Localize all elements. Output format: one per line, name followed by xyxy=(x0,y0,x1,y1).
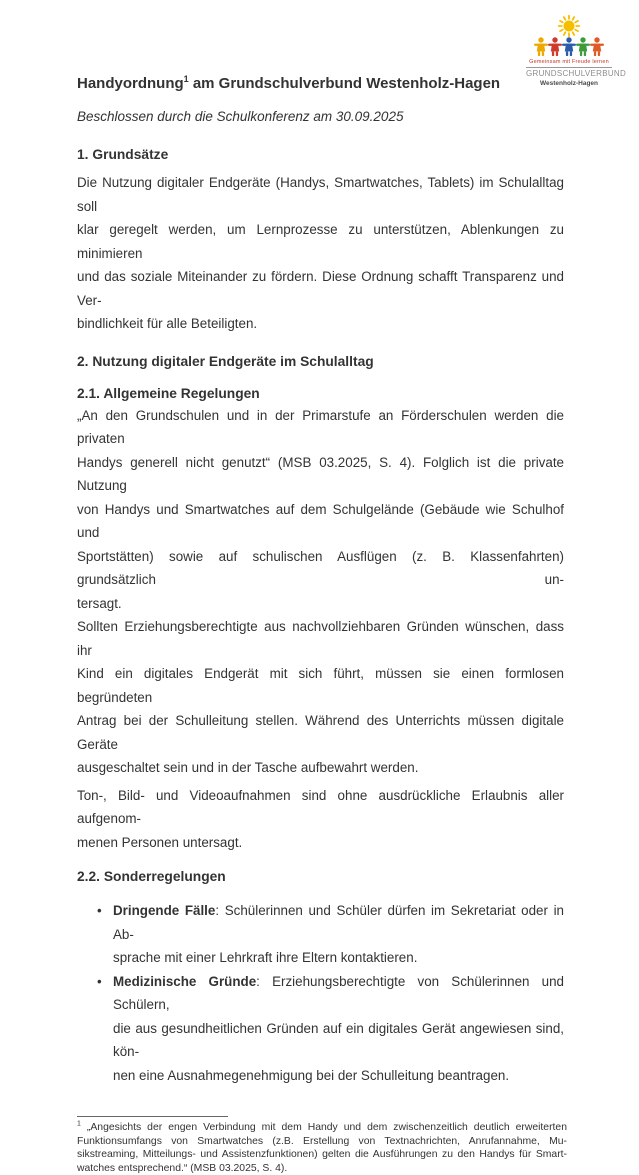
heading-allgemeine-regelungen: 2.1. Allgemeine Regelungen xyxy=(77,385,260,401)
title-text: Handyordnung xyxy=(77,75,184,92)
sonderregelungen-list xyxy=(77,899,564,1087)
footnote: $^1$ „Angesichts der engen Verbindung mit dem Handy und dem zwischenzeitlich deutlich erweiterten Funktionsumfangs von Smartwatches (z.B. Erstellung von Textnachrichten, Anrufannahme, Mu- sikstreaming, Mitteilungs- und Assistenzfunktionen) gelten die Ausführungen zu den Handys für Smart- watches entsprechend.“ (MSB 03.2025, S. 4). xyxy=(77,1120,567,1174)
list-item-medizinische-gruende xyxy=(77,970,564,1088)
document-title xyxy=(77,76,564,92)
heading-grundsaetze: 1. Grundsätze xyxy=(77,147,169,162)
bullet-icon: • xyxy=(97,903,102,918)
list-item-text: Dringende Fälle: Schülerinnen und Schüler dürfen im Sekretariat oder in Ab- sprache mit einer Lehrkraft ihre Eltern kontaktieren. xyxy=(113,903,565,965)
document-content xyxy=(77,0,567,1175)
document-subtitle: Beschlossen durch die Schulkonferenz am 30.09.2025 xyxy=(77,109,404,124)
list-item-dringende-faelle xyxy=(77,899,564,970)
paragraph-verbot: „An den Grundschulen und in der Primarstufe an Förderschulen werden die privaten Handys generell nicht genutzt“ (MSB 03.2025, S. 4). Folglich ist die private Nutzung von Handys und Smartwatches auf dem Schulgelände (Gebäude wie Schulhof und Sportstätten) sowie auf schulischen Ausflügen (z. B. Klassenfahrten) grundsätzlich un- tersagt. xyxy=(77,407,564,611)
title-text-rest: am Grundschulverbund Westenholz-Hagen xyxy=(188,75,501,92)
paragraph-antrag: Sollten Erziehungsberechtigte aus nachvollziehbaren Gründen wünschen, dass ihr Kind ein digitales Endgerät mit sich führt, müssen sie einen formlosen begründeten Antrag bei der Schulleitung stellen. Während des Unterrichts müssen digitale Geräte ausgeschaltet sein und in der Tasche aufbewahrt werden. xyxy=(77,619,564,775)
paragraph-aufnahmen: Ton-, Bild- und Videoaufnahmen sind ohne ausdrückliche Erlaubnis aller aufgenom- menen Personen untersagt. xyxy=(77,787,564,850)
logo-org-location: Westenholz-Hagen xyxy=(539,79,599,87)
logo-org-name: GRUNDSCHULVERBUND xyxy=(526,69,627,79)
heading-nutzung: 2. Nutzung digitaler Endgeräte im Schulalltag xyxy=(77,353,374,369)
logo-tagline: Gemeinsam mit Freude lernen xyxy=(529,59,609,65)
bullet-icon: • xyxy=(97,973,102,989)
title-footnote-ref: 1 xyxy=(183,74,189,84)
paragraph-grundsaetze: Die Nutzung digitaler Endgeräte (Handys, Smartwatches, Tablets) im Schulalltag soll klar geregelt werden, um Lernprozesse zu unterstützen, Ablenkungen zu minimieren und das soziale Miteinander zu fördern. Diese Ordnung schafft Transparenz und Ver- bindlichkeit für alle Beteiligten. xyxy=(77,175,564,331)
heading-sonderregelungen: 2.2. Sonderregelungen xyxy=(77,869,226,884)
footnote-separator xyxy=(77,1116,228,1117)
list-item-text: Medizinische Gründe: Erziehungsberechtigte von Schülerinnen und Schülern, die aus gesundheitlichen Gründen auf ein digitales Gerät angewiesen sind, kön- nen eine Ausnahmegenehmigung bei der Schulleitung beantragen. xyxy=(113,973,565,1083)
